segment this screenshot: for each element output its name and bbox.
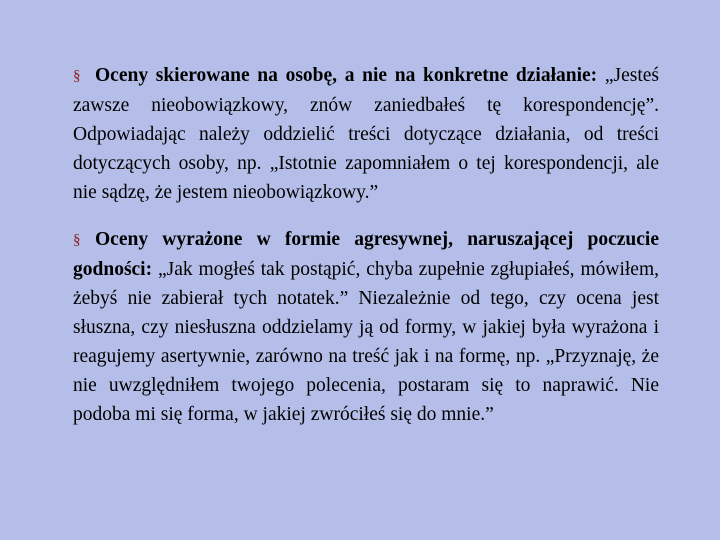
section-bullet-icon: § xyxy=(73,232,81,248)
slide-content xyxy=(73,61,659,429)
bullet-paragraph-1 xyxy=(73,61,659,207)
bullet-paragraph-2 xyxy=(73,225,659,429)
paragraph-heading: Oceny skierowane na osobę, a nie na konkretne działanie: xyxy=(95,65,598,86)
paragraph-heading: Oceny wyrażone w formie agresywnej, naruszającej poczucie godności: xyxy=(73,229,659,280)
paragraph-body: „Jesteś zawsze nieobowiązkowy, znów zaniedbałeś tę korespondencję”. Odpowiadając należy oddzielić treści dotyczące działania, od treści dotyczących osoby, np. „Istotnie zapomniałem o tej korespondencji, ale nie sądzę, że jestem nieobowiązkowy.” xyxy=(73,65,659,203)
section-bullet-icon: § xyxy=(73,68,81,84)
paragraph-body: „Jak mogłeś tak postąpić, chyba zupełnie zgłupiałeś, mówiłem, żebyś nie zabierał tych notatek.” Niezależnie od tego, czy ocena jest słuszna, czy niesłuszna oddzielamy ją od formy, w jakiej była wyrażona i reagujemy asertywnie, zarówno na treść jak i na formę, np. „Przyznaję, że nie uwzględniłem twojego polecenia, postaram się to naprawić. Nie podoba mi się forma, w jakiej zwróciłeś się do mnie.” xyxy=(73,259,659,425)
